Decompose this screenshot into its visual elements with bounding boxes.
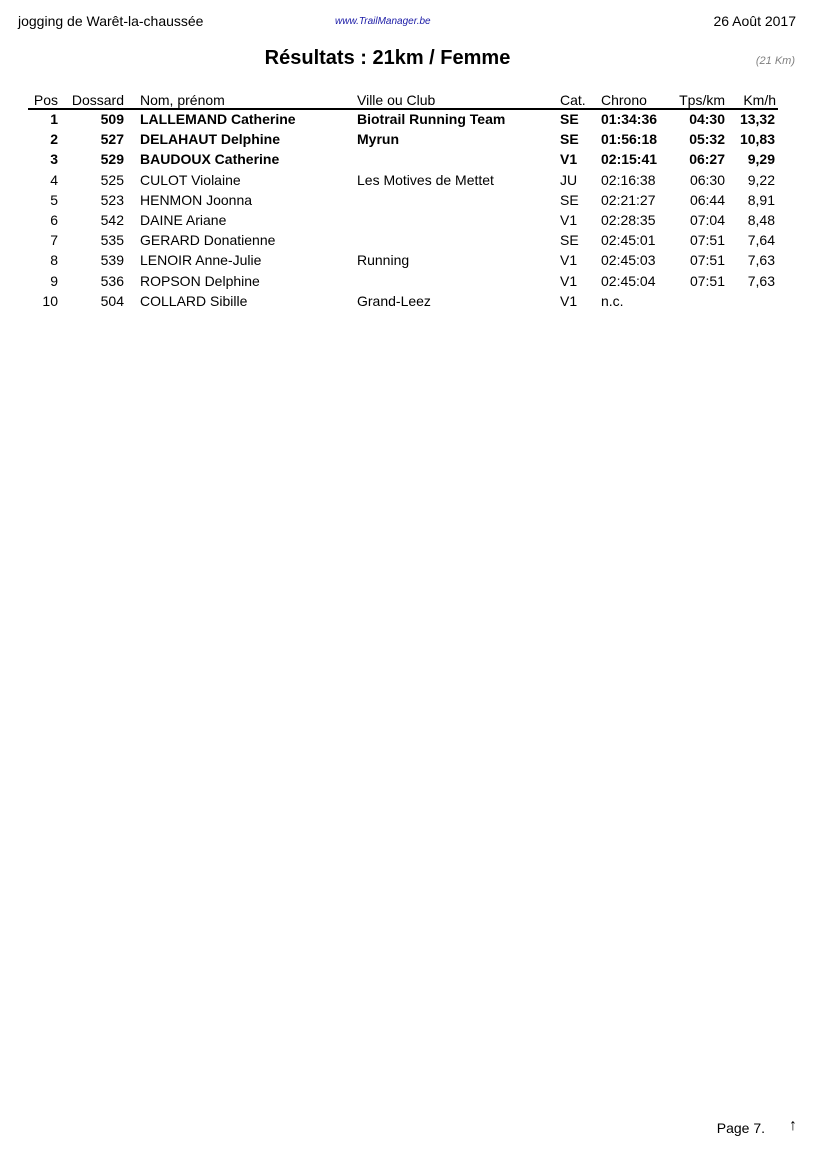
cell-pos: 9 bbox=[50, 272, 58, 289]
col-header-kmh: Km/h bbox=[743, 92, 776, 108]
cell-dossard: 539 bbox=[100, 252, 124, 269]
table-row bbox=[0, 230, 815, 250]
cell-dossard: 504 bbox=[100, 292, 124, 309]
cell-chrono: 02:15:41 bbox=[601, 151, 658, 168]
cell-tps: 07:51 bbox=[689, 232, 725, 249]
cell-cat: SE bbox=[560, 111, 579, 127]
table-row bbox=[0, 250, 815, 270]
cell-nom: BAUDOUX Catherine bbox=[140, 151, 280, 168]
cell-tps: 06:27 bbox=[689, 151, 725, 168]
distance-note: (21 Km) bbox=[755, 55, 795, 67]
cell-pos: 7 bbox=[50, 232, 58, 249]
col-header-club: Ville ou Club bbox=[357, 92, 436, 108]
cell-cat: SE bbox=[560, 191, 579, 208]
cell-cat: V1 bbox=[560, 151, 578, 168]
cell-cat: V1 bbox=[560, 211, 578, 228]
cell-dossard: 525 bbox=[100, 171, 124, 188]
cell-club: Les Motives de Mettet bbox=[357, 171, 494, 188]
cell-kmh: 7,64 bbox=[747, 232, 775, 249]
cell-dossard: 523 bbox=[100, 191, 124, 208]
cell-kmh: 9,22 bbox=[747, 171, 775, 188]
cell-pos: 2 bbox=[50, 131, 58, 148]
table-row bbox=[0, 109, 815, 129]
cell-nom: GERARD Donatienne bbox=[140, 232, 276, 249]
cell-nom: HENMON Joonna bbox=[140, 191, 253, 208]
site-link[interactable]: www.TrailManager.be bbox=[335, 16, 431, 27]
cell-dossard: 509 bbox=[100, 111, 124, 127]
cell-pos: 4 bbox=[50, 171, 58, 188]
cell-cat: SE bbox=[560, 232, 579, 249]
cell-nom: ROPSON Delphine bbox=[140, 272, 260, 289]
cell-kmh: 10,83 bbox=[739, 131, 775, 148]
cell-tps: 07:04 bbox=[689, 211, 725, 228]
col-header-cat: Cat. bbox=[560, 92, 586, 108]
cell-cat: SE bbox=[560, 131, 579, 148]
cell-dossard: 536 bbox=[100, 272, 124, 289]
table-row bbox=[0, 170, 815, 190]
cell-cat: V1 bbox=[560, 272, 578, 289]
cell-nom: DAINE Ariane bbox=[140, 211, 227, 228]
cell-cat: V1 bbox=[560, 252, 578, 269]
cell-pos: 5 bbox=[50, 191, 58, 208]
cell-pos: 3 bbox=[50, 151, 58, 168]
cell-pos: 6 bbox=[50, 211, 58, 228]
cell-pos: 1 bbox=[50, 111, 58, 127]
cell-cat: V1 bbox=[560, 292, 578, 309]
table-row bbox=[0, 129, 815, 149]
page-number: Page 7. bbox=[716, 1120, 765, 1136]
cell-kmh: 8,91 bbox=[747, 191, 775, 208]
cell-kmh: 13,32 bbox=[739, 111, 775, 127]
col-header-pos: Pos bbox=[33, 92, 58, 108]
table-row bbox=[0, 210, 815, 230]
cell-nom: LALLEMAND Catherine bbox=[140, 111, 296, 127]
cell-kmh: 9,29 bbox=[747, 151, 775, 168]
cell-chrono: 02:21:27 bbox=[601, 191, 656, 208]
cell-chrono: 02:16:38 bbox=[601, 171, 656, 188]
col-header-tps: Tps/km bbox=[679, 92, 725, 108]
cell-tps: 07:51 bbox=[689, 252, 725, 269]
cell-tps: 06:30 bbox=[689, 171, 725, 188]
table-row bbox=[0, 190, 815, 210]
cell-nom: LENOIR Anne-Julie bbox=[140, 252, 262, 269]
event-name: jogging de Warêt-la-chaussée bbox=[18, 13, 204, 29]
cell-chrono: 02:45:04 bbox=[601, 272, 656, 289]
cell-nom: DELAHAUT Delphine bbox=[140, 131, 280, 148]
cell-kmh: 7,63 bbox=[747, 272, 775, 289]
cell-chrono: 01:56:18 bbox=[601, 131, 658, 148]
cell-kmh: 7,63 bbox=[747, 252, 775, 269]
cell-dossard: 535 bbox=[100, 232, 124, 249]
cell-dossard: 529 bbox=[100, 151, 124, 168]
cell-chrono: 02:45:03 bbox=[601, 252, 656, 269]
table-header bbox=[0, 91, 815, 109]
cell-club: Grand-Leez bbox=[357, 292, 431, 309]
cell-chrono: n.c. bbox=[601, 292, 624, 309]
cell-chrono: 01:34:36 bbox=[601, 111, 658, 127]
cell-pos: 8 bbox=[50, 252, 58, 269]
table-row bbox=[0, 291, 815, 311]
page-title: Résultats : 21km / Femme bbox=[264, 47, 511, 69]
cell-cat: JU bbox=[560, 171, 578, 188]
cell-club: Myrun bbox=[357, 131, 399, 148]
table-row bbox=[0, 271, 815, 291]
up-arrow-icon[interactable]: ↑ bbox=[789, 1117, 797, 1134]
cell-tps: 07:51 bbox=[689, 272, 725, 289]
col-header-chrono: Chrono bbox=[601, 92, 647, 108]
cell-club: Biotrail Running Team bbox=[357, 111, 506, 127]
cell-club: Running bbox=[357, 252, 410, 269]
cell-dossard: 527 bbox=[100, 131, 124, 148]
table-row bbox=[0, 149, 815, 169]
col-header-dossard: Dossard bbox=[71, 92, 124, 108]
cell-dossard: 542 bbox=[100, 211, 124, 228]
cell-nom: COLLARD Sibille bbox=[140, 292, 248, 309]
cell-tps: 04:30 bbox=[689, 111, 725, 127]
col-header-nom: Nom, prénom bbox=[140, 92, 225, 108]
cell-nom: CULOT Violaine bbox=[140, 171, 241, 188]
cell-kmh: 8,48 bbox=[747, 211, 775, 228]
cell-chrono: 02:45:01 bbox=[601, 232, 656, 249]
cell-tps: 06:44 bbox=[689, 191, 725, 208]
cell-pos: 10 bbox=[42, 292, 58, 309]
table-body bbox=[0, 109, 815, 311]
results-table bbox=[0, 91, 815, 311]
cell-chrono: 02:28:35 bbox=[601, 211, 656, 228]
cell-tps: 05:32 bbox=[689, 131, 725, 148]
event-date: 26 Août 2017 bbox=[713, 13, 796, 29]
